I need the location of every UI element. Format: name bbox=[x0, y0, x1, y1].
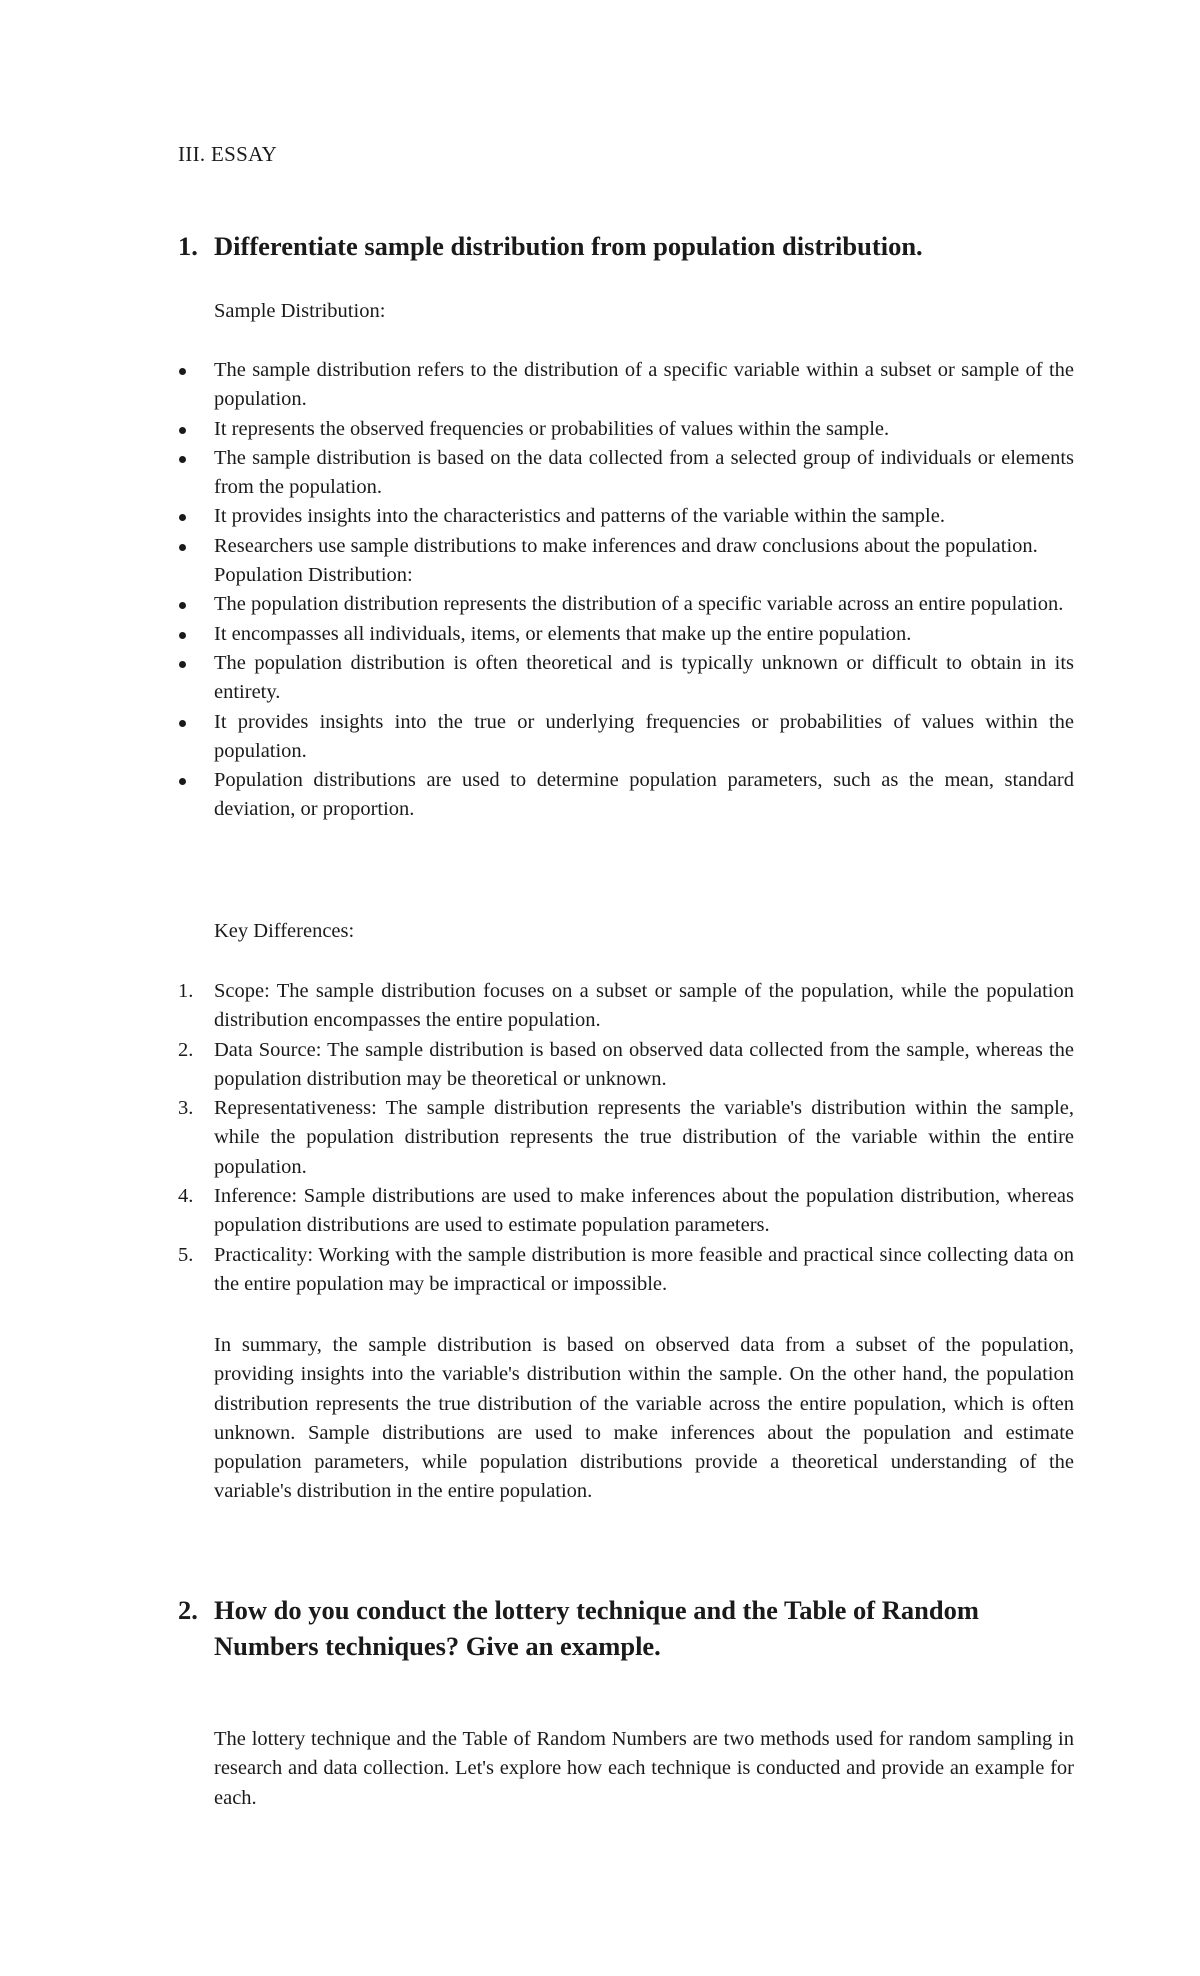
question-1-title: Differentiate sample distribution from population distribution. bbox=[214, 231, 923, 261]
question-1-heading bbox=[178, 228, 1078, 264]
bullet-icon bbox=[179, 456, 186, 463]
key-differences-list bbox=[178, 977, 1074, 1299]
bullet-icon bbox=[179, 778, 186, 785]
list-item: 5. Practicality: Working with the sample distribution is more feasible and practical since collecting data on the entire population may be impractical or impossible. bbox=[178, 1243, 1074, 1295]
list-item: 2. Data Source: The sample distribution is based on observed data collected from the sample, whereas the population distribution may be theoretical or unknown. bbox=[178, 1038, 1074, 1090]
list-item: Population distributions are used to determine population parameters, such as the mean, standard deviation, or proportion. bbox=[178, 766, 1074, 825]
question-2-heading bbox=[178, 1592, 1078, 1664]
summary-paragraph: In summary, the sample distribution is based on observed data from a subset of the population, providing insights into the variable's distribution within the sample. On the other hand, the population distribution represents the true distribution of the variable across the entire population, which is often unknown. Sample distributions are used to make inferences about the population and estimate population parameters, while population distributions provide a theoretical understanding of the variable's distribution in the entire population. bbox=[214, 1334, 1074, 1503]
population-distribution-heading: Population Distribution: bbox=[214, 564, 413, 587]
question-2-title: How do you conduct the lottery technique and the Table of Random Numbers techniques? Give an example. bbox=[214, 1595, 979, 1661]
list-item: It provides insights into the true or underlying frequencies or probabilities of values within the population. bbox=[178, 708, 1074, 767]
bullet-icon bbox=[179, 661, 186, 668]
list-item: It encompasses all individuals, items, or elements that make up the entire population. bbox=[178, 620, 1074, 649]
list-item: The population distribution is often theoretical and is typically unknown or difficult to obtain in its entirety. bbox=[178, 649, 1074, 708]
question-2-number: 2. bbox=[178, 1595, 198, 1625]
list-item: The sample distribution refers to the distribution of a specific variable within a subset or sample of the population. bbox=[178, 356, 1074, 415]
list-item: 3. Representativeness: The sample distribution represents the variable's distribution within the sample, while the population distribution represents the true distribution of the variable within the entire population. bbox=[178, 1097, 1074, 1178]
list-item: It represents the observed frequencies or probabilities of values within the sample. bbox=[178, 415, 1074, 444]
list-item: The sample distribution is based on the data collected from a selected group of individuals or elements from the population. bbox=[178, 444, 1074, 503]
section-label: III. ESSAY bbox=[178, 142, 278, 166]
bullet-icon bbox=[179, 632, 186, 639]
list-item: The population distribution represents the distribution of a specific variable across an entire population. bbox=[178, 590, 1074, 619]
bullet-icon bbox=[179, 427, 186, 434]
bullet-icon bbox=[179, 602, 186, 609]
list-item: It provides insights into the characteristics and patterns of the variable within the sample. bbox=[178, 502, 1074, 531]
bullet-icon bbox=[179, 544, 186, 551]
list-item: Researchers use sample distributions to make inferences and draw conclusions about the population. bbox=[178, 532, 1074, 561]
bullet-icon bbox=[179, 368, 186, 375]
bullet-icon bbox=[179, 720, 186, 727]
sample-distribution-heading: Sample Distribution: bbox=[214, 300, 386, 322]
bullet-icon bbox=[179, 514, 186, 521]
list-item: 1. Scope: The sample distribution focuses on a subset or sample of the population, while the population distribution encompasses the entire population. bbox=[178, 980, 1074, 1032]
list-item: 4. Inference: Sample distributions are used to make inferences about the population distribution, whereas population distributions are used to estimate population parameters. bbox=[178, 1185, 1074, 1237]
key-differences-heading: Key Differences: bbox=[214, 920, 355, 942]
question-2-intro: The lottery technique and the Table of Random Numbers are two methods used for random sampling in research and data collection. Let's explore how each technique is conducted and provide an example for each. bbox=[214, 1728, 1074, 1809]
sample-distribution-list bbox=[178, 356, 1074, 825]
question-1-number: 1. bbox=[178, 231, 198, 261]
